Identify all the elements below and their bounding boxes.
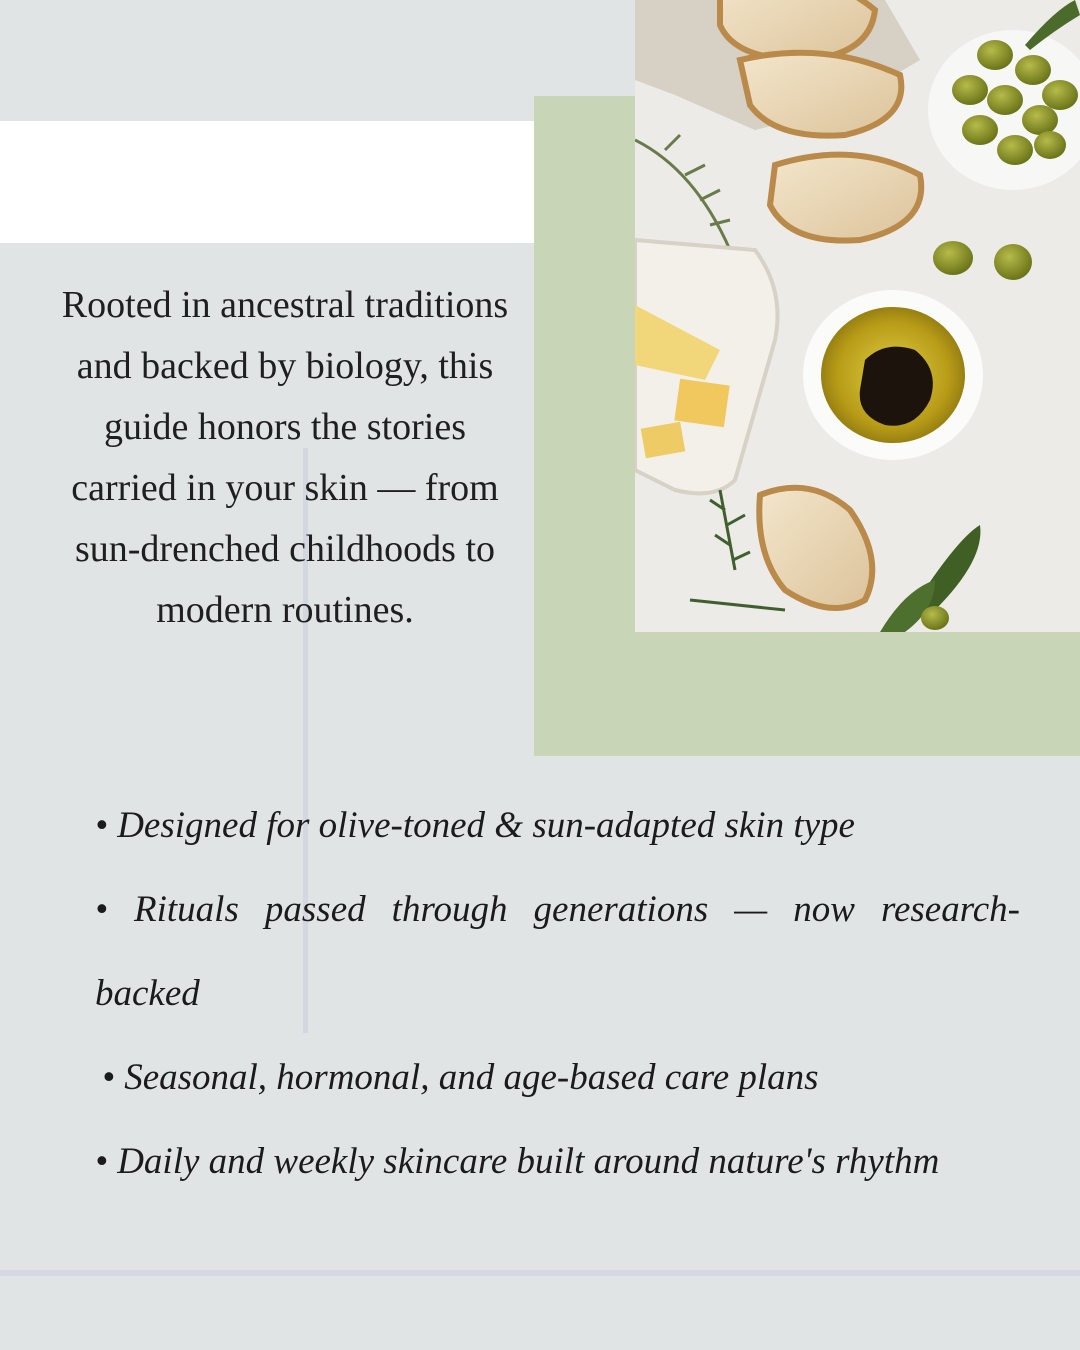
feature-item-rituals: • Rituals passed through generations — now research-backed xyxy=(95,889,1020,1014)
intro-paragraph: Rooted in ancestral traditions and backed by biology, this guide honors the stories carried in your skin — from sun-drenched childhoods to modern routines. xyxy=(61,284,509,631)
bottom-divider xyxy=(0,1270,1080,1276)
feature-item-care-plans: • Seasonal, hormonal, and age-based care plans xyxy=(102,1057,819,1098)
olive-oil-bread-photo xyxy=(635,0,1080,632)
feature-item-daily-weekly: • Daily and weekly skincare built around nature's rhythm xyxy=(95,1141,940,1182)
white-band xyxy=(0,121,534,243)
feature-item-skin-type: • Designed for olive-toned & sun-adapted skin type xyxy=(95,805,855,846)
